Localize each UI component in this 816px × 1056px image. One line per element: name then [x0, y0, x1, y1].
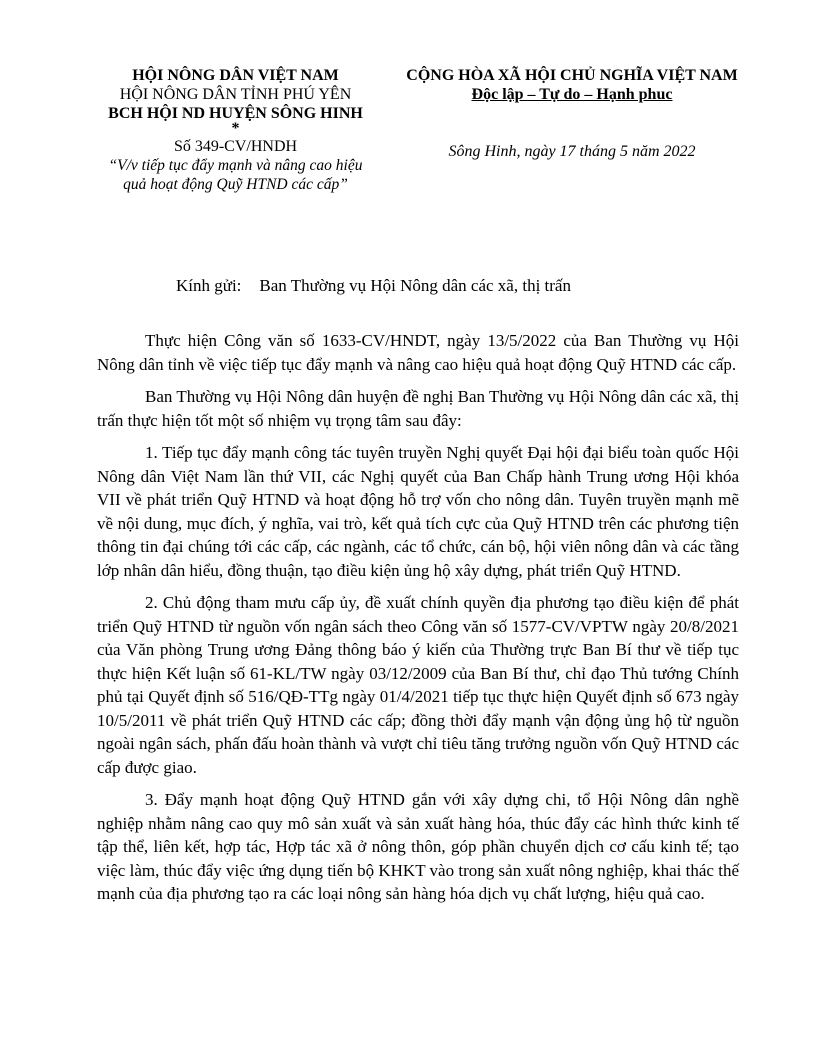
document-body	[97, 329, 739, 915]
issuer-header	[98, 66, 373, 194]
paragraph: 1. Tiếp tục đẩy mạnh công tác tuyên truyền Nghị quyết Đại hội đại biểu toàn quốc Hội Nông dân Việt Nam lần thứ VII, các Nghị quyết của Ban Chấp hành Trung ương Hội khóa VII về phát triển Quỹ HTND và hoạt động hỗ trợ vốn cho nông dân. Tuyên truyền mạnh mẽ về nội dung, mục đích, ý nghĩa, vai trò, kết quả tích cực của Quỹ HTND trên các phương tiện thông tin đại chúng tới các cấp, các ngành, các tổ chức, cán bộ, hội viên nông dân và các tầng lớp nhân dân hiểu, đồng thuận, tạo điều kiện ủng hộ xây dựng, phát triển Quỹ HTND.	[97, 443, 739, 580]
document-number: Số 349-CV/HNDH	[173, 138, 298, 155]
org-district: BCH HỘI ND HUYỆN SÔNG HINH	[108, 105, 363, 122]
national-motto: Độc lập – Tự do – Hạnh phuc	[471, 86, 673, 103]
recipient-name: Ban Thường vụ Hội Nông dân các xã, thị trấn	[259, 276, 571, 295]
org-provincial: HỘI NÔNG DÂN TỈNH PHÚ YÊN	[119, 86, 352, 103]
national-header	[386, 66, 758, 161]
date-line: Sông Hinh, ngày 17 tháng 5 năm 2022	[448, 143, 696, 160]
paragraph: Ban Thường vụ Hội Nông dân huyện đề nghị Ban Thường vụ Hội Nông dân các xã, thị trấn thực hiện tốt một số nhiệm vụ trọng tâm sau đây:	[97, 387, 739, 430]
subject-line-2: quả hoạt động Quỹ HTND các cấp”	[123, 176, 348, 193]
paragraph: Thực hiện Công văn số 1633-CV/HNDT, ngày 13/5/2022 của Ban Thường vụ Hội Nông dân tỉnh về việc tiếp tục đẩy mạnh và nâng cao hiệu quả hoạt động Quỹ HTND các cấp.	[97, 331, 739, 374]
paragraph: 3. Đẩy mạnh hoạt động Quỹ HTND gắn với xây dựng chi, tổ Hội Nông dân nghề nghiệp nhằm nâng cao quy mô sản xuất và sản xuất hàng hóa, thúc đẩy các hình thức kinh tế tập thể, liên kết, hợp tác, Hợp tác xã ở nông thôn, góp phần chuyển dịch cơ cấu kinh tế; tạo việc làm, thúc đẩy việc ứng dụng tiến bộ KHKT vào trong sản xuất nông nghiệp, khai thác thế mạnh của địa phương tạo ra các loại nông sản hàng hóa dịch vụ chất lượng, hiệu quả cao.	[97, 790, 739, 903]
org-national: HỘI NÔNG DÂN VIỆT NAM	[132, 67, 339, 84]
subject-line-1: “V/v tiếp tục đẩy mạnh và nâng cao hiệu	[108, 157, 363, 174]
recipient-label: Kính gửi:	[176, 276, 242, 295]
recipient-line	[176, 275, 571, 297]
separator-star: *	[231, 120, 240, 137]
paragraph: 2. Chủ động tham mưu cấp ủy, đề xuất chính quyền địa phương tạo điều kiện để phát triển Quỹ HTND từ nguồn vốn ngân sách theo Công văn số 1577-CV/VPTW ngày 20/8/2021 của Văn phòng Trung ương Đảng thông báo ý kiến của Thường trực Ban Bí thư về tiếp tục thực hiện Kết luận số 61-KL/TW ngày 03/12/2009 của Ban Bí thư, chỉ đạo Thủ tướng Chính phủ tại Quyết định số 516/QĐ-TTg ngày 01/4/2021 tiếp tục thực hiện Quyết định số 673 ngày 10/5/2011 về phát triển Quỹ HTND các cấp; đồng thời đẩy mạnh vận động ủng hộ từ nguồn ngoài ngân sách, phấn đấu hoàn thành và vượt chỉ tiêu tăng trưởng nguồn vốn Quỹ HTND các cấp được giao.	[97, 593, 739, 777]
country-name: CỘNG HÒA XÃ HỘI CHỦ NGHĨA VIỆT NAM	[406, 67, 738, 84]
